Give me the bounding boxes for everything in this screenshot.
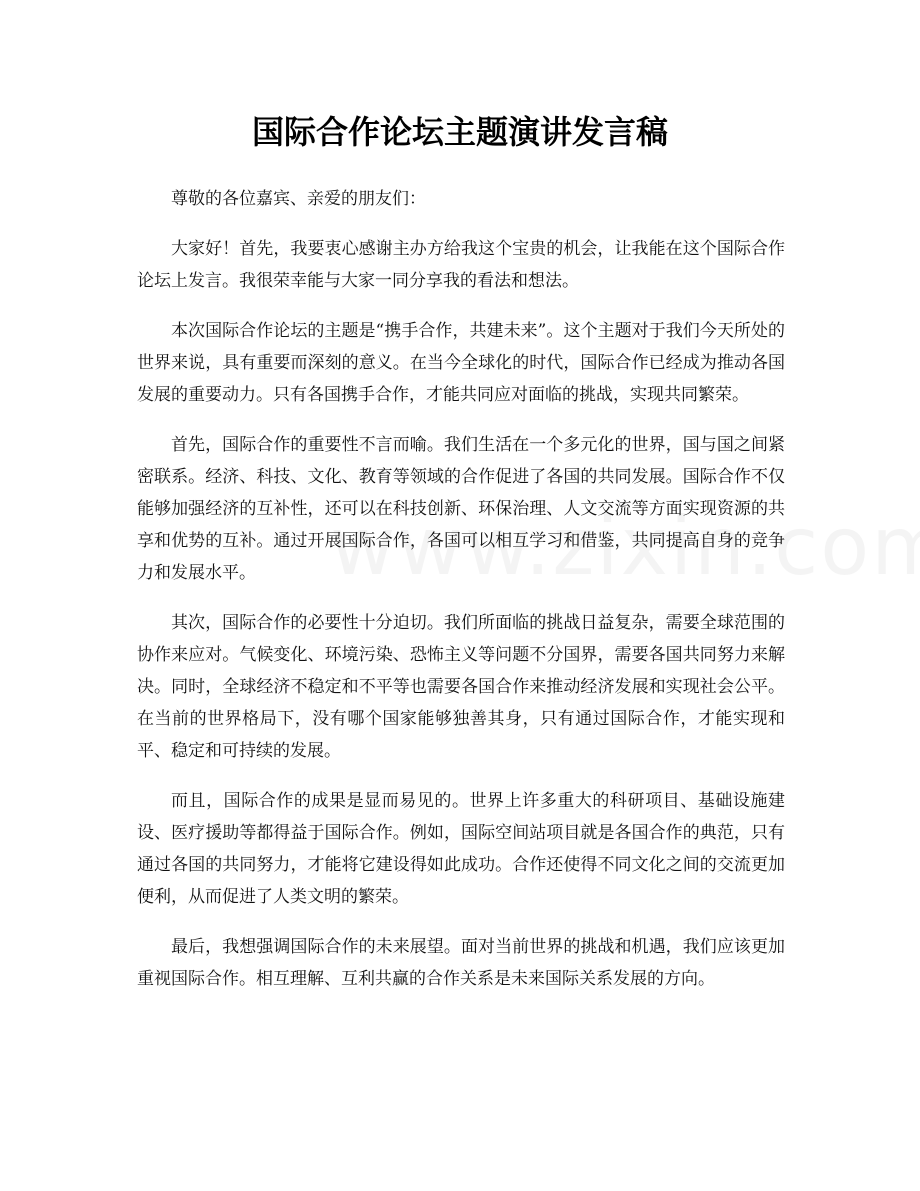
body-paragraph: 大家好！首先，我要衷心感谢主办方给我这个宝贵的机会，让我能在这个国际合作论坛上发言。我很荣幸能与大家一同分享我的看法和想法。 xyxy=(137,239,785,291)
body-paragraph: 而且，国际合作的成果是显而易见的。世界上许多重大的科研项目、基础设施建设、医疗援助等都得益于国际合作。例如，国际空间站项目就是各国合作的典范，只有通过各国的共同努力，才能将它建设得如此成功。合作还使得不同文化之间的交流更加便利，从而促进了人类文明的繁荣。 xyxy=(137,791,785,907)
body-paragraph: 最后，我想强调国际合作的未来展望。面对当前世界的挑战和机遇，我们应该更加重视国际合作。相互理解、互利共赢的合作关系是未来国际关系发展的方向。 xyxy=(137,937,785,989)
document-body xyxy=(137,183,785,1013)
document-title: 国际合作论坛主题演讲发言稿 xyxy=(251,113,668,151)
body-paragraph: 本次国际合作论坛的主题是“携手合作，共建未来”。这个主题对于我们今天所处的世界来说，具有重要而深刻的意义。在当今全球化的时代，国际合作已经成为推动各国发展的重要动力。只有各国携手合作，才能共同应对面临的挑战，实现共同繁荣。 xyxy=(137,321,785,405)
body-paragraph: 其次，国际合作的必要性十分迫切。我们所面临的挑战日益复杂，需要全球范围的协作来应对。气候变化、环境污染、恐怖主义等问题不分国界，需要各国共同努力来解决。同时，全球经济不稳定和不平等也需要各国合作来推动经济发展和实现社会公平。在当前的世界格局下，没有哪个国家能够独善其身，只有通过国际合作，才能实现和平、稳定和可持续的发展。 xyxy=(137,613,785,761)
body-paragraph: 首先，国际合作的重要性不言而喻。我们生活在一个多元化的世界，国与国之间紧密联系。经济、科技、文化、教育等领域的合作促进了各国的共同发展。国际合作不仅能够加强经济的互补性，还可以在科技创新、环保治理、人文交流等方面实现资源的共享和优势的互补。通过开展国际合作，各国可以相互学习和借鉴，共同提高自身的竞争力和发展水平。 xyxy=(137,435,785,583)
greeting-paragraph: 尊敬的各位嘉宾、亲爱的朋友们： xyxy=(171,189,426,209)
